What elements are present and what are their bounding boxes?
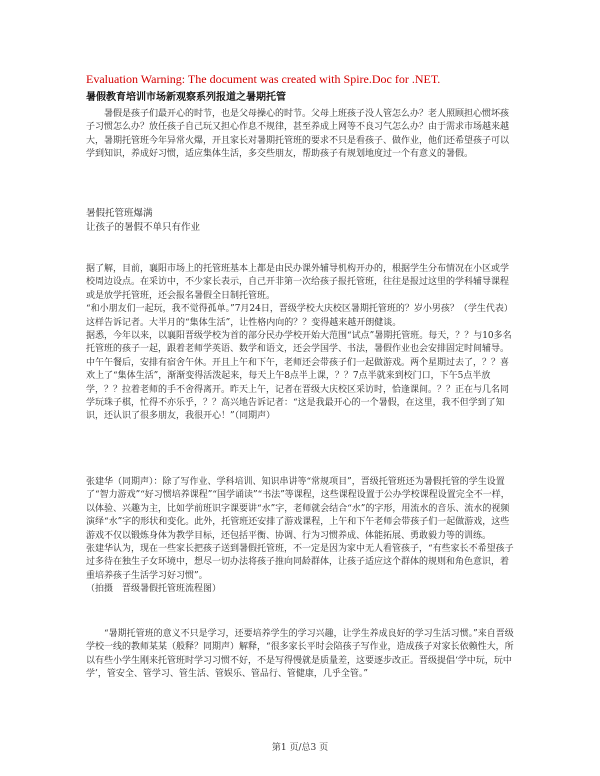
intro-paragraph	[86, 108, 516, 162]
section-heading: 暑假托管班爆满	[86, 208, 153, 219]
section-heading-block	[86, 207, 200, 234]
paragraph-4: 张建华（同期声）：除了写作业、学科培训、知识串讲等“常规项目”，晋级托管班还为暑假托管的学生设置了“智力游戏”“好习惯培养课程”“国学诵读”“书法”等课程，这些课程设置于公办学校课程设置完全不一样，以体验、兴趣为主，比如学前班识字课要讲“水”字，老师就会结合“水”的字形，用流水的音乐、流水的视频演绎“水”字的形状和变化。此外，托管班还安排了游戏课程，上午和下午老师会带孩子们一起做游戏，这些游戏不仅以锻炼身体为教学目标，还包括平衡、协调、行为习惯养成、体能拓展、勇敢毅力等的训练。	[86, 477, 510, 541]
page-footer: 第1 页/总3 页	[271, 743, 329, 753]
paragraph-6: （拍摄 晋级暑假托管班流程图）	[86, 584, 222, 595]
body-block-1	[86, 263, 516, 424]
paragraph-1: 据了解，目前，襄阳市场上的托管班基本上都是由民办课外辅导机构开办的，根据学生分布情况在小区或学校周边设点。在采访中，不少家长表示，自己开非第一次给孩子报托管班，往往是报过这里的学科辅导课程或是放学托管班，还会报名暑假全日制托管班。	[86, 264, 510, 301]
paragraph-7: “暑期托管班的意义不只是学习，还要培养学生的学习兴趣，让学生养成良好的学习生活习惯。”来自晋级学校一线的教师某某（般释？同期声）解释，“很多家长平时会陪孩子写作业，造成孩子对家长依赖性大，所以有些小学生刚来托管班时学习习惯不好，不是写得慢就是质量差，这要逐步改正。晋级提倡‘学中玩，玩中学’，管安全、管学习、管生活、管娱乐、管品行、管健康，几乎全管。”	[86, 629, 514, 680]
paragraph-5: 张建华认为，现在一些家长把孩子送到暑假托管班，不一定是因为家中无人看管孩子，“有些家长不希望孩子过多待在独生子女环境中，想尽一切办法将孩子推向同龄群体，让孩子适应这个群体的规则和角色意识，着重培养孩子生活学习好习惯”。	[86, 544, 514, 581]
body-block-3	[86, 628, 516, 682]
body-block-2	[86, 476, 516, 597]
section-subheading: 让孩子的暑假不单只有作业	[86, 221, 201, 233]
paragraph-3: 据悉，今年以来，以襄阳晋级学校为首的部分民办学校开始大范围“试点”暑期托管班。每天，？？与10多名托管班的孩子一起，跟着老师学英语、数学和语文，还会学国学、书法，暑假作业也会安排固定时间辅导。中午午餐后，安排有宿舍午休。开且上午和下午，老师还会带孩子们一起做游戏。两个星期过去了，？？喜欢上了“集体生活”，渐渐变得活泼起来，每天上午8点半上课，？？7点半就来到校门口，下午5点半放学，？？拉着老师的手不舍得离开。昨天上午，记者在晋级大庆校区采访时，恰逢课间。？？正在与几名同学玩珠子棋，忙得不亦乐乎，？？高兴地告诉记者：“这是我最开心的一个暑假，在这里，我不但学到了知识，还认识了很多朋友，我很开心！”（同期声）	[86, 331, 512, 422]
evaluation-warning: Evaluation Warning: The document was created with Spire.Doc for .NET.	[86, 72, 441, 86]
paragraph-2: “和小朋友们一起玩，我不觉得孤单。”7月24日，晋级学校大庆校区暑期托管班的？岁小男孩？（学生代表）这样告诉记者。大半月的“集体生活”，让性格内向的？？变得越来越开朗健谈。	[86, 304, 513, 328]
document-title: 暑假教育培训市场新观察系列报道之暑期托管	[86, 92, 286, 103]
intro-text: 暑假是孩子们最开心的时节，也是父母操心的时节。父母上班孩子没人管怎么办？老人照顾担心惯坏孩子习惯怎么办？放任孩子自己玩又担心作息不规律，甚至养成上网等不良习气怎么办？由于需求市场越来越大，暑期托管班今年异常火爆，开且家长对暑期托管班的要求不只是看孩子、做作业，他们还希望孩子可以学到知识，养成好习惯，适应集体生活，多交些朋友，帮助孩子有规划地度过一个有意义的暑假。	[86, 109, 510, 160]
